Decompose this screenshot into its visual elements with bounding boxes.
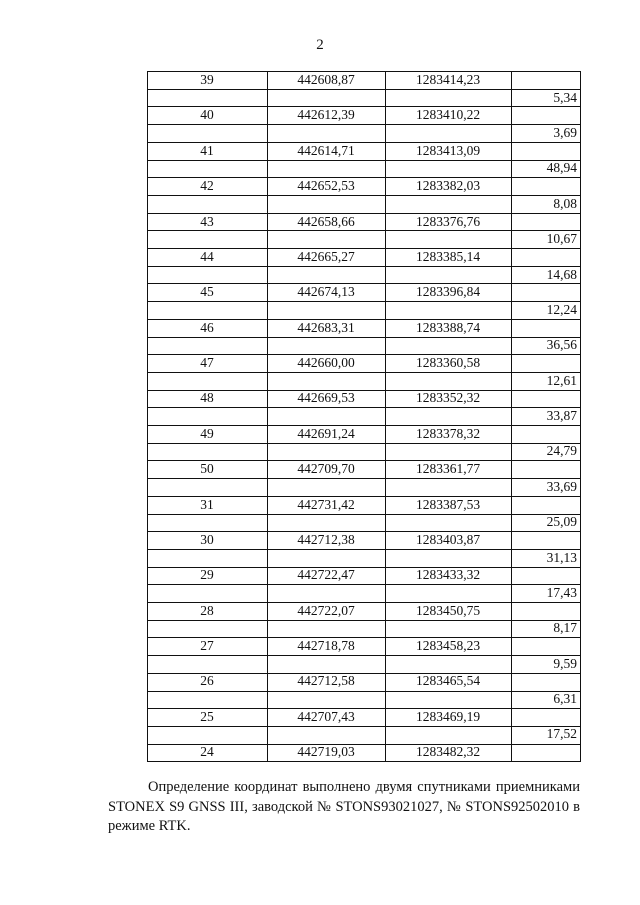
- y-coordinate: 1283469,19: [415, 708, 481, 724]
- row-divider: [147, 726, 581, 727]
- distance-value: 24,79: [546, 443, 577, 459]
- x-coordinate: 442612,39: [297, 107, 355, 123]
- y-coordinate: 1283403,87: [415, 531, 481, 547]
- y-coordinate: 1283360,58: [415, 355, 481, 370]
- distance-row: [147, 301, 581, 319]
- row-divider: [147, 425, 581, 426]
- x-coordinate: 442712,58: [297, 673, 355, 689]
- point-number: 29: [200, 567, 214, 583]
- point-row: [147, 248, 581, 266]
- distance-row: [147, 372, 581, 390]
- x-coordinate: 442691,24: [297, 425, 355, 441]
- distance-row: [147, 513, 581, 531]
- point-row: [147, 602, 581, 620]
- point-row: [147, 177, 581, 195]
- point-row: [147, 743, 581, 761]
- row-divider: [147, 637, 581, 638]
- distance-row: [147, 442, 581, 460]
- distance-value: 36,56: [546, 337, 577, 353]
- point-row: [147, 106, 581, 124]
- distance-value: 33,87: [546, 408, 577, 424]
- point-number: 43: [200, 213, 214, 229]
- row-divider: [147, 673, 581, 674]
- row-divider: [147, 390, 581, 391]
- row-divider: [147, 337, 581, 338]
- row-divider: [147, 708, 581, 709]
- distance-row: [147, 159, 581, 177]
- distance-value: 25,09: [546, 514, 577, 530]
- distance-value: 8,08: [553, 195, 577, 211]
- footer-paragraph: [108, 778, 580, 837]
- row-divider: [147, 160, 581, 161]
- point-row: [147, 71, 581, 89]
- point-number: 49: [200, 425, 214, 441]
- point-number: 41: [200, 142, 214, 158]
- distance-value: 14,68: [546, 266, 577, 282]
- y-coordinate: 1283376,76: [415, 213, 481, 229]
- y-coordinate: 1283433,32: [415, 567, 481, 583]
- row-divider: [147, 248, 581, 249]
- point-number: 47: [200, 355, 214, 370]
- distance-row: [147, 124, 581, 142]
- point-number: 45: [200, 284, 214, 300]
- footer-line-3: режиме RTK.: [108, 818, 191, 834]
- x-coordinate: 442669,53: [297, 390, 355, 406]
- point-number: 24: [200, 744, 214, 760]
- y-coordinate: 1283410,22: [415, 107, 481, 123]
- point-row: [147, 637, 581, 655]
- coordinates-table: [147, 71, 581, 761]
- row-divider: [147, 142, 581, 143]
- distance-value: 31,13: [546, 549, 577, 565]
- row-divider: [147, 195, 581, 196]
- distance-row: [147, 584, 581, 602]
- point-number: 31: [200, 496, 214, 512]
- distance-value: 9,59: [553, 655, 577, 671]
- footer-line-1: Определение координат выполнено двумя спутниками приемниками: [148, 779, 580, 795]
- distance-row: [147, 478, 581, 496]
- distance-row: [147, 549, 581, 567]
- x-coordinate: 442658,66: [297, 213, 355, 229]
- row-divider: [147, 301, 581, 302]
- row-divider: [147, 89, 581, 90]
- column-divider: [267, 71, 268, 762]
- point-row: [147, 213, 581, 231]
- row-divider: [147, 744, 581, 745]
- row-divider: [147, 496, 581, 497]
- row-divider: [147, 407, 581, 408]
- distance-value: 12,24: [546, 301, 577, 317]
- y-coordinate: 1283361,77: [415, 461, 481, 477]
- point-number: 42: [200, 178, 214, 194]
- distance-row: [147, 407, 581, 425]
- distance-row: [147, 690, 581, 708]
- distance-value: 8,17: [553, 620, 577, 636]
- point-number: 50: [200, 461, 214, 477]
- distance-value: 10,67: [546, 231, 577, 247]
- y-coordinate: 1283385,14: [415, 248, 481, 264]
- x-coordinate: 442608,87: [297, 72, 355, 87]
- column-divider: [580, 71, 581, 762]
- y-coordinate: 1283396,84: [415, 284, 481, 300]
- row-divider: [147, 372, 581, 373]
- point-row: [147, 354, 581, 372]
- row-divider: [147, 106, 581, 107]
- row-divider: [147, 620, 581, 621]
- y-coordinate: 1283413,09: [415, 142, 481, 158]
- y-coordinate: 1283482,32: [415, 744, 481, 760]
- y-coordinate: 1283387,53: [415, 496, 481, 512]
- point-number: 30: [200, 531, 214, 547]
- point-row: [147, 425, 581, 443]
- distance-value: 3,69: [553, 125, 577, 141]
- x-coordinate: 442665,27: [297, 248, 355, 264]
- distance-row: [147, 336, 581, 354]
- x-coordinate: 442718,78: [297, 638, 355, 653]
- distance-value: 5,34: [553, 89, 577, 105]
- x-coordinate: 442614,71: [297, 142, 355, 158]
- row-divider: [147, 71, 581, 72]
- x-coordinate: 442722,07: [297, 602, 355, 618]
- distance-row: [147, 230, 581, 248]
- row-divider: [147, 354, 581, 355]
- point-row: [147, 460, 581, 478]
- distance-value: 33,69: [546, 478, 577, 494]
- point-number: 39: [200, 72, 214, 87]
- point-number: 25: [200, 708, 214, 724]
- distance-value: 12,61: [546, 372, 577, 388]
- x-coordinate: 442731,42: [297, 496, 355, 512]
- row-divider: [147, 549, 581, 550]
- row-divider: [147, 443, 581, 444]
- distance-row: [147, 266, 581, 284]
- x-coordinate: 442652,53: [297, 178, 355, 194]
- y-coordinate: 1283382,03: [415, 178, 481, 194]
- row-divider: [147, 230, 581, 231]
- distance-value: 17,43: [546, 584, 577, 600]
- distance-value: 48,94: [546, 160, 577, 176]
- row-divider: [147, 655, 581, 656]
- row-divider: [147, 584, 581, 585]
- column-divider: [511, 71, 512, 762]
- point-number: 28: [200, 602, 214, 618]
- distance-row: [147, 89, 581, 107]
- x-coordinate: 442707,43: [297, 708, 355, 724]
- x-coordinate: 442683,31: [297, 319, 355, 335]
- point-row: [147, 389, 581, 407]
- y-coordinate: 1283352,32: [415, 390, 481, 406]
- point-row: [147, 708, 581, 726]
- y-coordinate: 1283458,23: [415, 638, 481, 653]
- footer-line-2: STONEX S9 GNSS III, заводской № STONS93021027, № STONS92502010 в: [108, 798, 580, 815]
- distance-row: [147, 619, 581, 637]
- point-row: [147, 142, 581, 160]
- row-divider: [147, 691, 581, 692]
- y-coordinate: 1283465,54: [415, 673, 481, 689]
- y-coordinate: 1283450,75: [415, 602, 481, 618]
- y-coordinate: 1283388,74: [415, 319, 481, 335]
- y-coordinate: 1283378,32: [415, 425, 481, 441]
- point-number: 46: [200, 319, 214, 335]
- point-number: 26: [200, 673, 214, 689]
- row-divider: [147, 602, 581, 603]
- row-divider: [147, 124, 581, 125]
- row-divider: [147, 531, 581, 532]
- distance-value: 17,52: [546, 726, 577, 742]
- x-coordinate: 442660,00: [297, 355, 355, 370]
- point-row: [147, 531, 581, 549]
- x-coordinate: 442712,38: [297, 531, 355, 547]
- distance-row: [147, 655, 581, 673]
- x-coordinate: 442719,03: [297, 744, 355, 760]
- column-divider: [147, 71, 148, 762]
- distance-row: [147, 725, 581, 743]
- point-number: 27: [200, 638, 214, 653]
- distance-row: [147, 195, 581, 213]
- row-divider: [147, 177, 581, 178]
- y-coordinate: 1283414,23: [415, 72, 481, 87]
- point-number: 48: [200, 390, 214, 406]
- point-row: [147, 672, 581, 690]
- point-row: [147, 496, 581, 514]
- page-number: 2: [316, 37, 324, 53]
- row-divider: [147, 761, 581, 762]
- row-divider: [147, 460, 581, 461]
- row-divider: [147, 478, 581, 479]
- x-coordinate: 442722,47: [297, 567, 355, 583]
- distance-value: 6,31: [553, 691, 577, 707]
- column-divider: [385, 71, 386, 762]
- x-coordinate: 442674,13: [297, 284, 355, 300]
- point-number: 40: [200, 107, 214, 123]
- point-row: [147, 283, 581, 301]
- point-row: [147, 319, 581, 337]
- row-divider: [147, 514, 581, 515]
- x-coordinate: 442709,70: [297, 461, 355, 477]
- row-divider: [147, 266, 581, 267]
- point-number: 44: [200, 248, 214, 264]
- row-divider: [147, 283, 581, 284]
- row-divider: [147, 213, 581, 214]
- point-row: [147, 566, 581, 584]
- row-divider: [147, 567, 581, 568]
- row-divider: [147, 319, 581, 320]
